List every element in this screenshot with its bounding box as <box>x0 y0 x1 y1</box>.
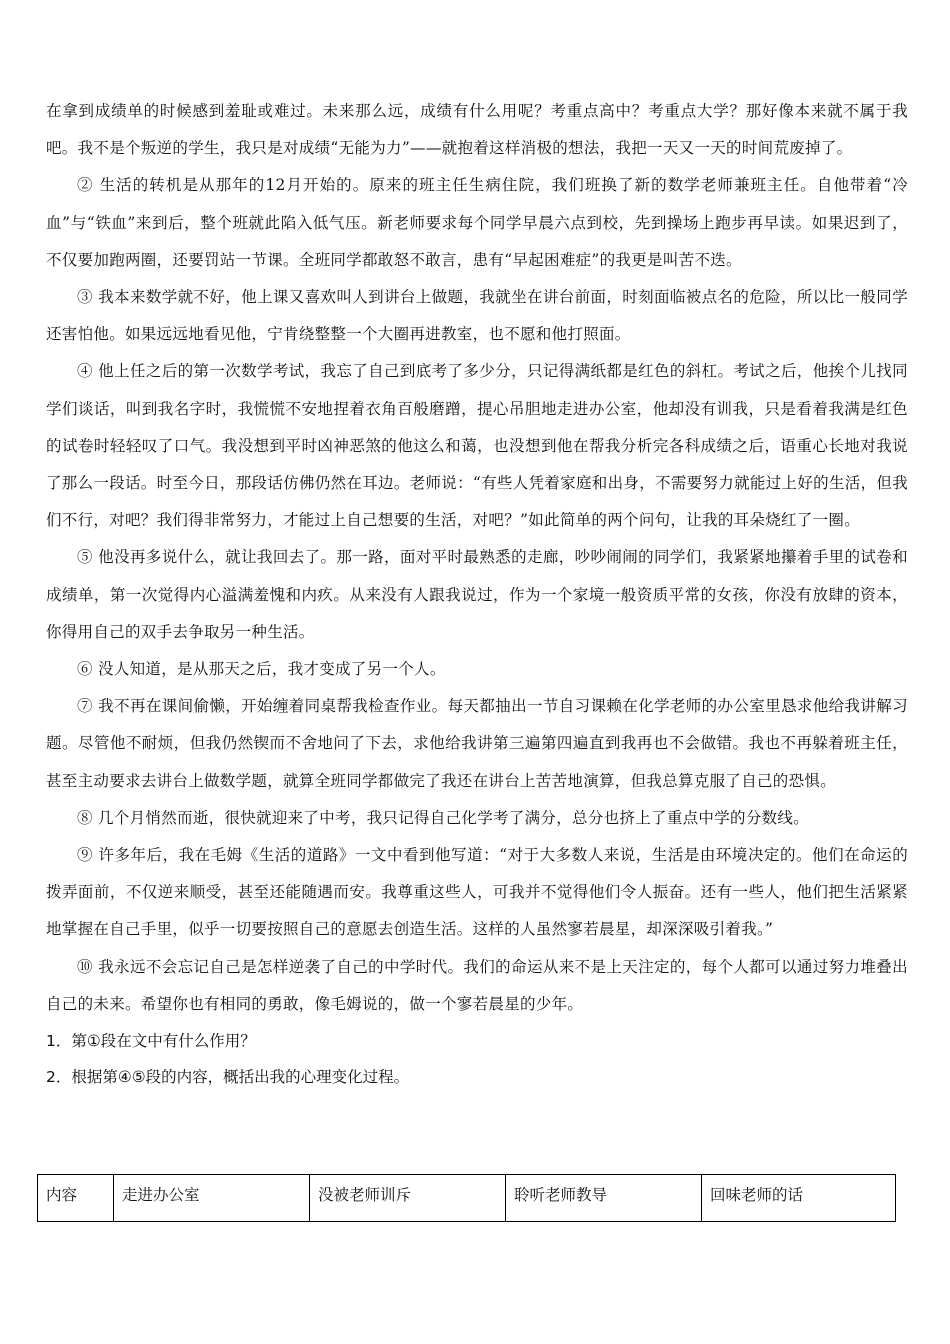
paragraph-4: ④ 他上任之后的第一次数学考试，我忘了自己到底考了多少分，只记得满纸都是红色的斜杠。考试之后，他挨个儿找同学们谈话，叫到我名字时，我慌慌不安地捏着衣角百般磨蹭，提心吊胆地走进办公室，他却没有训我，只是看着我满是红色的试卷时轻轻叹了口气。我没想到平时凶神恶煞的他这么和蔼，也没想到他在帮我分析完各科成绩之后，语重心长地对我说了那么一段话。时至今日，那段话仿佛仍然在耳边。老师说：“有些人凭着家庭和出身，不需要努力就能过上好的生活，但我们不行，对吧？我们得非常努力，才能过上自己想要的生活，对吧？”如此简单的两个问句，让我的耳朵烧红了一圈。 <box>46 362 908 530</box>
article-body <box>46 93 908 1095</box>
paragraph-2: ② 生活的转机是从那年的12月开始的。原来的班主任生病住院，我们班换了新的数学老师兼班主任。自他带着“冷血”与“铁血”来到后，整个班就此陷入低气压。新老师要求每个同学早晨六点到校，先到操场上跑步再早读。如果迟到了，不仅要加跑两圈，还要罚站一节课。全班同学都敢怒不敢言，患有“早起困难症”的我更是叫苦不迭。 <box>46 176 908 269</box>
answer-table <box>37 1174 896 1222</box>
paragraph-8: ⑧ 几个月悄然而逝，很快就迎来了中考，我只记得自己化学考了满分，总分也挤上了重点中学的分数线。 <box>77 808 810 827</box>
table-row <box>38 1175 896 1222</box>
paragraph-1-continued: 在拿到成绩单的时候感到羞耻或难过。未来那么远，成绩有什么用呢？考重点高中？考重点大学？那好像本来就不属于我吧。我不是个叛逆的学生，我只是对成绩“无能为力”——就抱着这样消极的想法，我把一天又一天的时间荒废掉了。 <box>46 102 908 158</box>
question-2: 2．根据第④⑤段的内容，概括出我的心理变化过程。 <box>46 1068 410 1087</box>
paragraph-10: ⑩ 我永远不会忘记自己是怎样逆袭了自己的中学时代。我们的命运从来不是上天注定的，每个人都可以通过努力堆叠出自己的未来。希望你也有相同的勇敢，像毛姆说的，做一个寥若晨星的少年。 <box>46 957 908 1013</box>
paragraph-6: ⑥ 没人知道，是从那天之后，我才变成了另一个人。 <box>77 660 446 679</box>
table-cell: 回味老师的话 <box>702 1175 896 1222</box>
paragraph-3: ③ 我本来数学就不好，他上课又喜欢叫人到讲台上做题，我就坐在讲台前面，时刻面临被点名的危险，所以比一般同学还害怕他。如果远远地看见他，宁肯绕整整一个大圈再进教室，也不愿和他打照面。 <box>46 288 908 344</box>
table-cell-header: 内容 <box>38 1175 114 1222</box>
table-cell: 走进办公室 <box>114 1175 310 1222</box>
paragraph-9: ⑨ 许多年后，我在毛姆《生活的道路》一文中看到他写道：“对于大多数人来说，生活是由环境决定的。他们在命运的拨弄面前，不仅逆来顺受，甚至还能随遇而安。我尊重这些人，可我并不觉得他们令人振奋。还有一些人，他们把生活紧紧地掌握在自己手里，似乎一切要按照自己的意愿去创造生活。这样的人虽然寥若晨星，却深深吸引着我。” <box>46 846 908 939</box>
paragraph-5: ⑤ 他没再多说什么，就让我回去了。那一路，面对平时最熟悉的走廊，吵吵闹闹的同学们，我紧紧地攥着手里的试卷和成绩单，第一次觉得内心溢满羞愧和内疚。从来没有人跟我说过，作为一个家境一般资质平常的女孩，你没有放肆的资本，你得用自己的双手去争取另一种生活。 <box>46 548 908 641</box>
table-cell: 聆听老师教导 <box>506 1175 702 1222</box>
question-1: 1．第①段在文中有什么作用？ <box>46 1032 256 1051</box>
table-cell: 没被老师训斥 <box>310 1175 506 1222</box>
paragraph-7: ⑦ 我不再在课间偷懒，开始缠着同桌帮我检查作业。每天都抽出一节自习课赖在化学老师的办公室里恳求他给我讲解习题。尽管他不耐烦，但我仍然锲而不舍地问了下去，求他给我讲第三遍第四遍直到我再也不会做错。我也不再躲着班主任，甚至主动要求去讲台上做数学题，就算全班同学都做完了我还在讲台上苦苦地演算，但我总算克服了自己的恐惧。 <box>46 697 908 790</box>
questions <box>46 1023 908 1095</box>
